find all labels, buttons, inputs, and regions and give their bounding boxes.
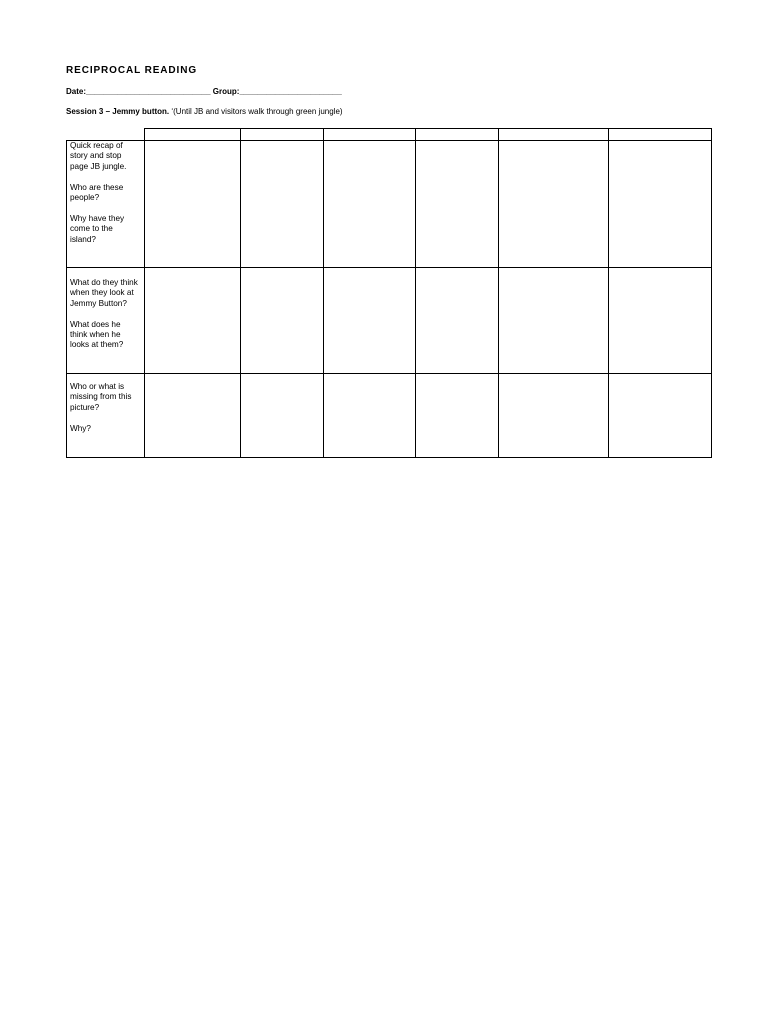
table-row-2-prompts [70, 278, 140, 351]
prompt-text: Why? [70, 423, 91, 433]
session-title: Session 3 – Jemmy button. [66, 107, 170, 116]
prompt-text: Why have they come to the island? [70, 213, 125, 244]
prompt-text: What does he think when he looks at them? [70, 319, 124, 350]
date-group-line: Date:____________________________ Group:_______________________ [66, 87, 342, 96]
page-title: RECIPROCAL READING [66, 65, 198, 76]
prompt-text: Who or what is missing from this picture? [70, 382, 132, 412]
prompt-text: Who are these people? [70, 182, 124, 203]
prompt-text: What do they think when they look at Jemmy Button? [70, 278, 138, 308]
prompt-text: Quick recap of story and stop page JB jungle. [70, 141, 127, 171]
table-row-1-prompts [70, 141, 140, 245]
table-row-3-prompts [70, 382, 140, 434]
session-note: ‘(Until JB and visitors walk through green jungle) [169, 107, 343, 116]
